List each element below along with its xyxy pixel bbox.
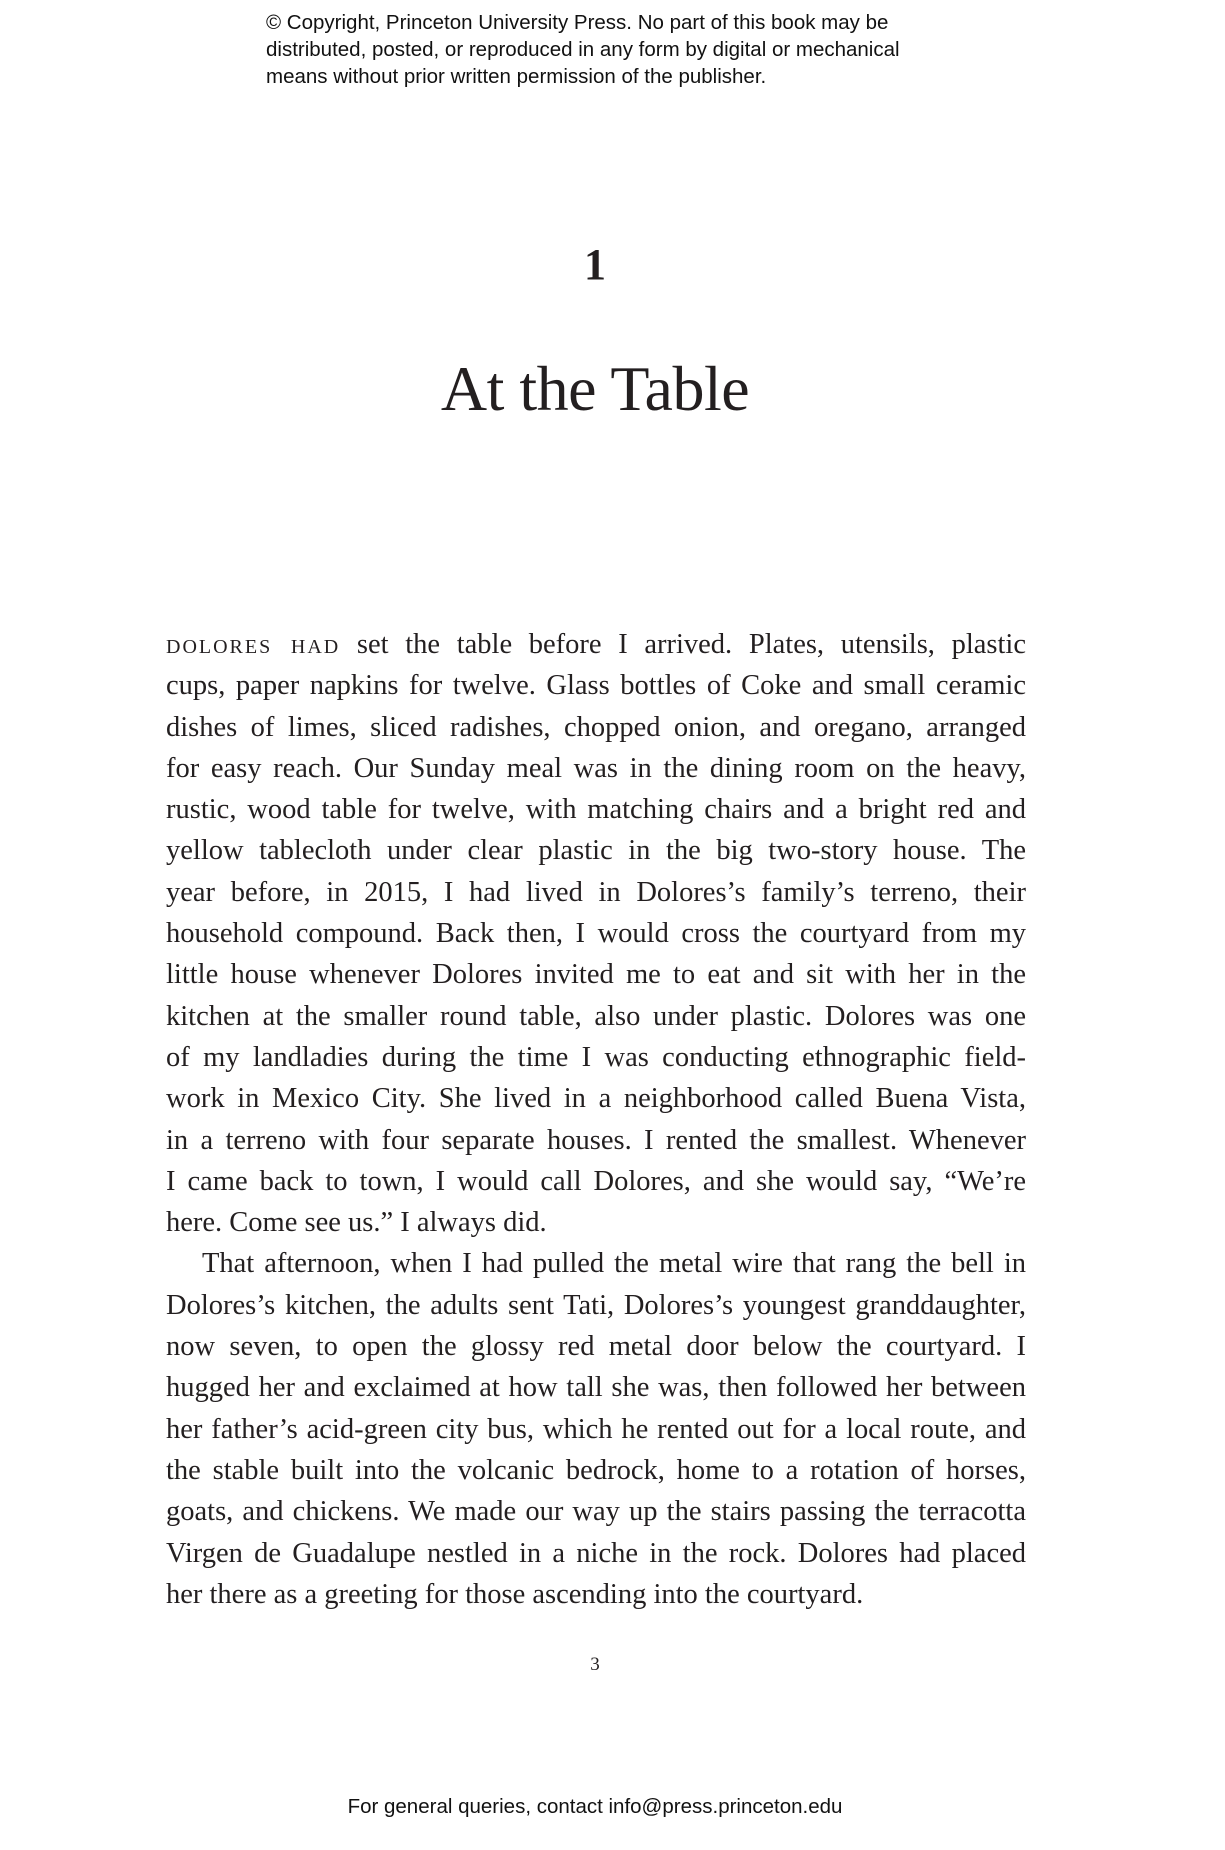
text-line: Virgen de Guadalupe nestled in a niche in the rock. Dolores had placed: [166, 1537, 1026, 1569]
text-line: yellow tablecloth under clear plastic in the big two-story house. The: [166, 835, 1026, 867]
body-text: [166, 624, 1026, 1615]
copyright-notice: [266, 9, 1026, 90]
chapter-title: At the Table: [440, 353, 750, 424]
lead-in-smallcaps: dolores had: [166, 629, 341, 660]
paragraph-1: [166, 624, 1026, 1243]
text-line: hugged her and exclaimed at how tall she was, then followed her between: [166, 1372, 1026, 1404]
text-line: little house whenever Dolores invited me to eat and sit with her in the: [166, 959, 1026, 991]
copyright-line: means without prior written permission of the publisher.: [266, 65, 767, 88]
text-line: That afternoon, when I had pulled the metal wire that rang the bell in: [202, 1248, 1026, 1280]
text-line: here. Come see us.” I always did.: [166, 1207, 547, 1239]
text-line: Dolores’s kitchen, the adults sent Tati, Dolores’s youngest granddaughter,: [166, 1289, 1026, 1321]
text-line: in a terreno with four separate houses. I rented the smallest. Whenever: [166, 1124, 1026, 1156]
text-line-rest: set the table before I arrived. Plates, utensils, plastic: [340, 629, 1026, 660]
copyright-line: © Copyright, Princeton University Press. No part of this book may be: [266, 11, 889, 34]
text-line: I came back to town, I would call Dolores, and she would say, “We’re: [166, 1165, 1026, 1197]
paragraph-2: [166, 1243, 1026, 1615]
text-line: rustic, wood table for twelve, with matching chairs and a bright red and: [166, 794, 1026, 826]
text-line: work in Mexico City. She lived in a neighborhood called Buena Vista,: [166, 1083, 1026, 1115]
text-line: kitchen at the smaller round table, also under plastic. Dolores was one: [166, 1000, 1026, 1032]
text-line: [166, 624, 1026, 665]
text-line: now seven, to open the glossy red metal door below the courtyard. I: [166, 1331, 1026, 1363]
copyright-line: distributed, posted, or reproduced in any form by digital or mechanical: [266, 38, 900, 61]
text-line: year before, in 2015, I had lived in Dolores’s family’s terreno, their: [166, 876, 1026, 908]
footer-contact: For general queries, contact info@press.princeton.edu: [347, 1795, 843, 1818]
text-line: household compound. Back then, I would cross the courtyard from my: [166, 918, 1026, 950]
text-line: cups, paper napkins for twelve. Glass bottles of Coke and small ceramic: [166, 670, 1026, 702]
text-line: the stable built into the volcanic bedrock, home to a rotation of horses,: [166, 1454, 1026, 1486]
text-line: goats, and chickens. We made our way up the stairs passing the terracotta: [166, 1496, 1026, 1528]
text-line: her father’s acid-green city bus, which he rented out for a local route, and: [166, 1413, 1026, 1445]
text-line: her there as a greeting for those ascending into the courtyard.: [166, 1578, 864, 1610]
text-line: for easy reach. Our Sunday meal was in the dining room on the heavy,: [166, 752, 1026, 784]
chapter-number: 1: [584, 240, 606, 289]
page-number: 3: [590, 1654, 600, 1675]
text-line: of my landladies during the time I was conducting ethnographic field-: [166, 1041, 1026, 1073]
text-line: dishes of limes, sliced radishes, chopped onion, and oregano, arranged: [166, 711, 1026, 743]
